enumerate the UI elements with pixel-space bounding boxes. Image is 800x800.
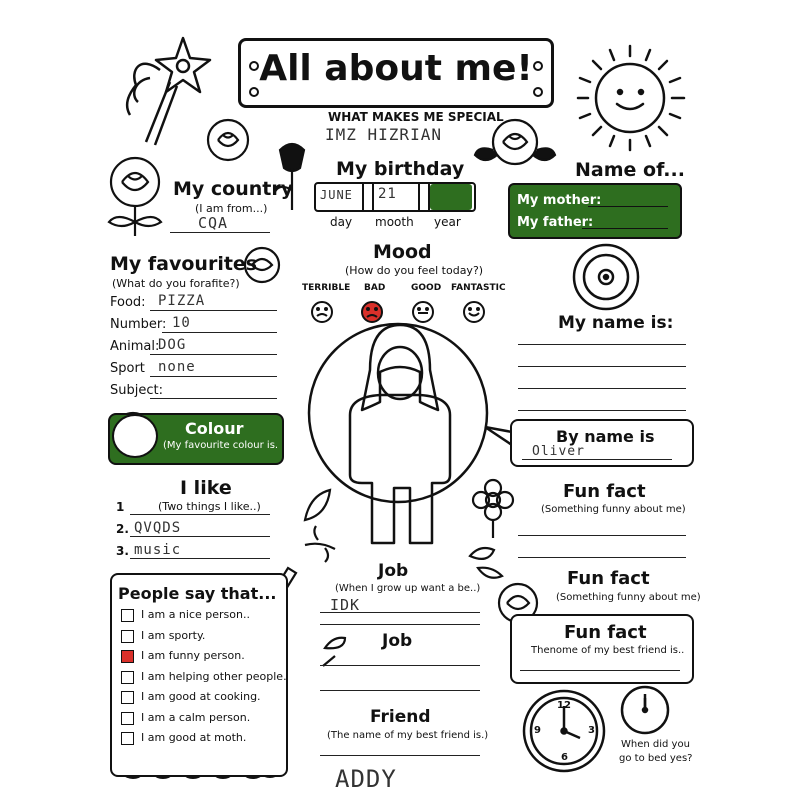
people-say-item-text: I am a calm person. (141, 710, 251, 724)
clock-num-3: 3 (588, 725, 595, 736)
i-like-line (130, 536, 270, 537)
favourites-prompt: (What do you forafite?) (112, 277, 240, 290)
people-say-checkbox[interactable] (121, 712, 134, 725)
favourite-label: Animal: (110, 339, 160, 354)
friend-line[interactable] (320, 755, 480, 756)
mood-option-terrible[interactable]: TERRIBLE (302, 283, 351, 293)
mood-prompt: (How do you feel today?) (345, 264, 484, 277)
fun-fact-3-prompt: Thenome of my best friend is.. (531, 645, 685, 656)
favourite-label: Subject: (110, 383, 163, 398)
i-like-line (130, 514, 270, 515)
clock-num-9: 9 (534, 725, 541, 736)
colour-rose-badge (112, 414, 158, 458)
fun-fact-2-heading: Fun fact (567, 568, 650, 589)
birthday-day-value[interactable]: JUNE (320, 188, 353, 202)
i-like-answer[interactable]: music (134, 542, 182, 558)
job-1-answer[interactable]: IDK (330, 596, 361, 614)
by-name-line (522, 459, 672, 460)
birthday-day-label: day (330, 215, 353, 229)
people-say-checkbox[interactable] (121, 609, 134, 622)
mood-option-good[interactable]: GOOD (411, 283, 442, 293)
mother-label: My mother: (517, 193, 602, 208)
favourite-line (150, 376, 277, 377)
friend-answer[interactable]: ADDY (335, 765, 397, 793)
job-1-line-1[interactable] (320, 612, 480, 613)
clock-num-6: 6 (561, 752, 568, 763)
favourite-answer[interactable]: DOG (158, 337, 187, 353)
clock-caption-2: go to bed yes? (619, 753, 693, 764)
people-say-item-text: I am funny person. (141, 649, 245, 662)
clock-num-12: 12 (557, 700, 571, 711)
job-1-heading: Job (378, 561, 409, 581)
my-name-line-2[interactable] (518, 366, 686, 367)
name-of-heading: Name of... (575, 159, 685, 181)
i-like-number: 1 (116, 500, 125, 514)
friend-prompt: (The name of my best friend is.) (327, 730, 489, 741)
job-2-line-2[interactable] (320, 690, 480, 691)
fun-fact-3-line[interactable] (520, 670, 680, 671)
country-heading: My country (173, 178, 294, 200)
job-1-line-2[interactable] (320, 624, 480, 625)
mood-option-fantastic[interactable]: FANTASTIC (451, 283, 506, 293)
father-label: My father: (517, 215, 594, 230)
i-like-prompt: (Two things I like..) (158, 500, 261, 513)
fun-fact-1-prompt: (Something funny about me) (541, 504, 686, 515)
favourite-label: Sport (110, 361, 145, 376)
colour-heading: Colour (185, 419, 244, 438)
country-answer[interactable]: CQA (198, 214, 229, 232)
my-name-line-3[interactable] (518, 388, 686, 389)
favourite-line (150, 354, 277, 355)
fun-fact-2-prompt: (Something funny about me) (556, 592, 701, 603)
friend-heading: Friend (370, 707, 431, 727)
people-say-item-text: I am a nice person.. (141, 608, 250, 621)
colour-prompt: (My favourite colour is. (163, 440, 279, 451)
birthday-month-label: mooth (375, 215, 414, 229)
i-like-line (130, 558, 270, 559)
people-say-item-text: I am helping other people. (141, 669, 287, 683)
birthday-year-fill (430, 184, 472, 210)
birthday-month-value[interactable]: 21 (378, 186, 397, 202)
father-line[interactable] (582, 228, 668, 229)
page-subtitle: WHAT MAKES ME SPECIAL (328, 110, 504, 124)
fun-fact-1-line-1[interactable] (518, 535, 686, 536)
mother-line[interactable] (588, 206, 668, 207)
country-prompt: (I am from...) (195, 202, 268, 215)
favourite-line (150, 310, 277, 311)
my-name-line-1[interactable] (518, 344, 686, 345)
page-title: All about me! (259, 48, 533, 89)
name-handwritten: IMZ HIZRIAN (325, 125, 442, 144)
my-name-line-4[interactable] (518, 410, 686, 411)
favourite-line (150, 398, 277, 399)
by-name-answer[interactable]: Oliver (532, 444, 585, 459)
fun-fact-3-heading: Fun fact (564, 622, 647, 643)
people-say-item-text: I am good at cooking. (141, 690, 261, 703)
fun-fact-1-line-2[interactable] (518, 557, 686, 558)
favourite-label: Number: (110, 317, 167, 332)
favourite-answer[interactable]: 10 (172, 315, 191, 331)
i-like-number: 2. (116, 522, 129, 536)
avatar-portrait (309, 324, 487, 543)
job-1-prompt: (When I grow up want a be..) (335, 583, 481, 594)
people-say-checkbox[interactable] (121, 691, 134, 704)
i-like-heading: I like (180, 477, 232, 499)
i-like-answer[interactable]: QVQDS (134, 520, 182, 536)
country-answer-line (170, 232, 270, 233)
i-like-number: 3. (116, 544, 129, 558)
clock-caption-1: When did you (621, 739, 690, 750)
magic-wand-icon (127, 38, 210, 145)
by-name-heading: By name is (556, 427, 655, 446)
favourite-label: Food: (110, 295, 146, 310)
mood-heading: Mood (373, 241, 432, 263)
job-2-heading: Job (382, 631, 413, 651)
people-say-item-text: I am sporty. (141, 628, 206, 642)
favourite-answer[interactable]: PIZZA (158, 293, 206, 309)
mood-faces (312, 302, 484, 322)
sun-icon (578, 46, 684, 150)
tulip-icon (274, 144, 304, 210)
people-say-heading: People say that... (118, 584, 277, 603)
fun-fact-1-heading: Fun fact (563, 481, 646, 502)
people-say-checkbox[interactable] (121, 671, 134, 684)
people-say-checkbox[interactable] (121, 732, 134, 745)
birthday-divider-2 (418, 182, 430, 212)
favourite-answer[interactable]: none (158, 359, 196, 375)
people-say-item-text: I am good at moth. (141, 731, 247, 744)
birthday-divider-1 (362, 182, 374, 212)
people-say-checkbox[interactable] (121, 650, 134, 663)
favourite-line (162, 332, 277, 333)
people-say-checkbox[interactable] (121, 630, 134, 643)
favourites-heading: My favourites (110, 253, 258, 275)
birthday-heading: My birthday (336, 158, 465, 180)
job-2-line-1[interactable] (320, 665, 480, 666)
mood-option-bad[interactable]: BAD (364, 283, 386, 293)
flower-icon (473, 480, 513, 538)
my-name-heading: My name is: (558, 313, 674, 333)
birthday-year-label: year (434, 215, 461, 229)
vinyl-record-icon (574, 245, 638, 309)
name-of-panel (508, 183, 682, 239)
